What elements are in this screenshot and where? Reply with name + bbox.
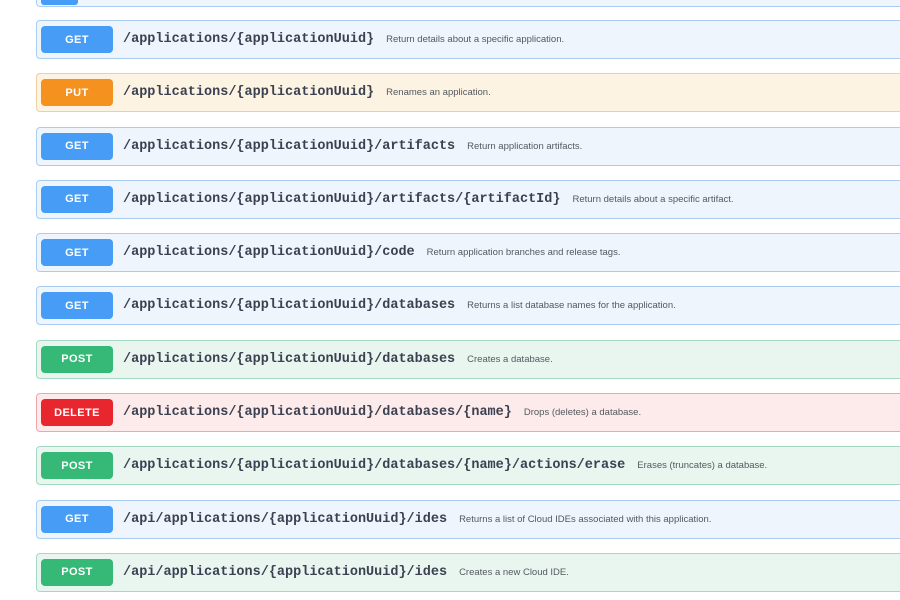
endpoint-description: Return details about a specific artifact. bbox=[572, 193, 734, 205]
http-method-badge: GET bbox=[41, 26, 113, 53]
http-method-badge: GET bbox=[41, 133, 113, 160]
api-operation-row[interactable] bbox=[36, 286, 900, 325]
api-operation-row-partial[interactable] bbox=[36, 0, 900, 7]
http-method-badge: GET bbox=[41, 239, 113, 266]
endpoint-description: Return application artifacts. bbox=[467, 140, 583, 152]
api-operation-row[interactable] bbox=[36, 127, 900, 166]
api-operation-row[interactable] bbox=[36, 73, 900, 112]
endpoint-path: /applications/{applicationUuid}/code bbox=[123, 245, 415, 261]
http-method-badge: GET bbox=[41, 506, 113, 533]
api-operation-row[interactable] bbox=[36, 233, 900, 272]
http-method-badge: POST bbox=[41, 559, 113, 586]
endpoint-path: /applications/{applicationUuid}/artifacts/{artifactId} bbox=[123, 191, 561, 207]
http-method-badge: GET bbox=[41, 186, 113, 213]
http-method-badge: POST bbox=[41, 452, 113, 479]
api-operation-row[interactable] bbox=[36, 446, 900, 485]
api-operation-row[interactable] bbox=[36, 393, 900, 432]
endpoint-path: /applications/{applicationUuid}/databases/{name} bbox=[123, 405, 512, 421]
endpoint-path: /applications/{applicationUuid} bbox=[123, 32, 375, 47]
endpoint-path: /applications/{applicationUuid}/databases bbox=[123, 351, 456, 367]
api-operation-row[interactable] bbox=[36, 553, 900, 592]
endpoint-path: /applications/{applicationUuid}/artifacts bbox=[123, 138, 456, 154]
endpoint-description: Returns a list database names for the application. bbox=[467, 300, 676, 312]
http-method-badge bbox=[41, 0, 78, 5]
api-operation-row[interactable] bbox=[36, 20, 900, 59]
endpoint-description: Drops (deletes) a database. bbox=[523, 407, 642, 419]
http-method-badge: DELETE bbox=[41, 399, 113, 426]
api-operation-row[interactable] bbox=[36, 500, 900, 539]
endpoint-path: /applications/{applicationUuid}/databases/{name}/actions/erase bbox=[123, 458, 626, 474]
endpoint-description: Return application branches and release tags. bbox=[426, 247, 621, 259]
endpoint-description: Creates a new Cloud IDE. bbox=[459, 566, 569, 578]
endpoint-description: Erases (truncates) a database. bbox=[637, 460, 768, 472]
api-operation-row[interactable] bbox=[36, 340, 900, 379]
endpoint-description: Renames an application. bbox=[386, 87, 491, 99]
http-method-badge: PUT bbox=[41, 79, 113, 106]
endpoint-path: /applications/{applicationUuid} bbox=[123, 85, 375, 101]
endpoint-path: /api/applications/{applicationUuid}/ides bbox=[123, 564, 448, 580]
api-operation-row[interactable] bbox=[36, 180, 900, 219]
endpoint-path: /applications/{applicationUuid}/databases bbox=[123, 298, 456, 314]
http-method-badge: POST bbox=[41, 346, 113, 373]
endpoint-description: Returns a list of Cloud IDEs associated with this application. bbox=[459, 513, 712, 525]
endpoint-description: Creates a database. bbox=[467, 353, 553, 365]
endpoint-description: Return details about a specific application. bbox=[386, 34, 565, 45]
http-method-badge: GET bbox=[41, 292, 113, 319]
endpoint-path: /api/applications/{applicationUuid}/ides bbox=[123, 511, 448, 527]
